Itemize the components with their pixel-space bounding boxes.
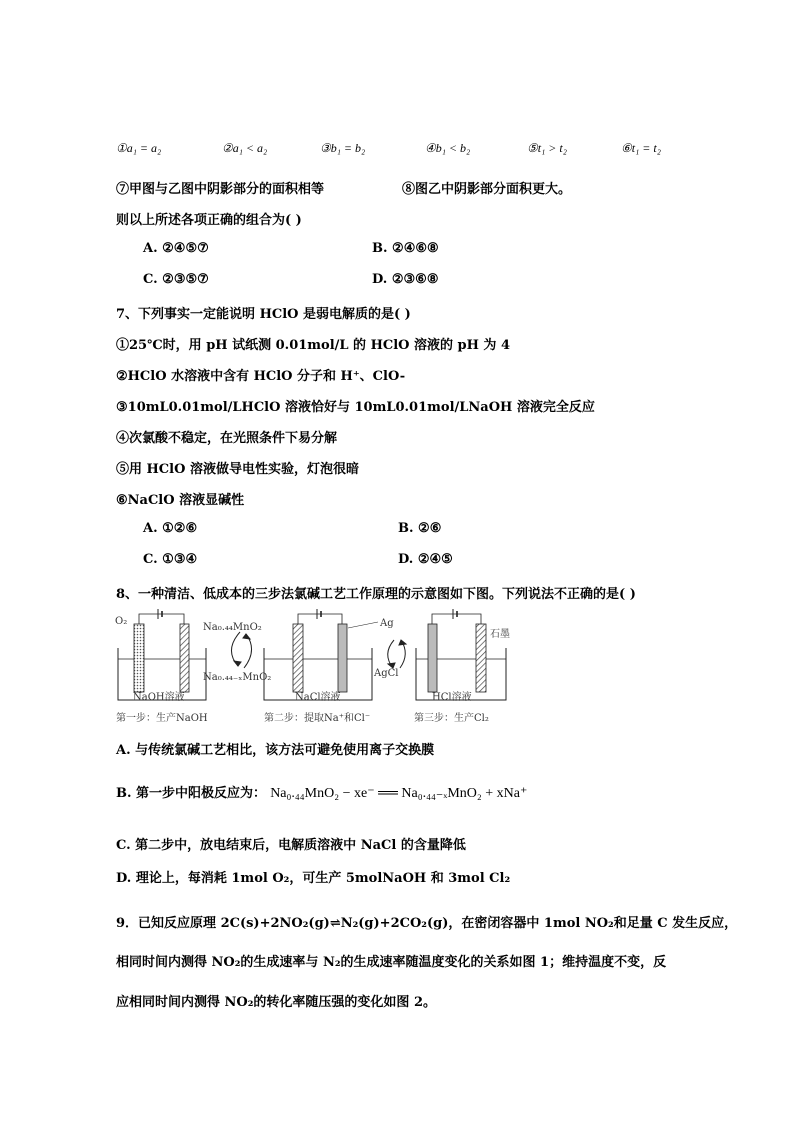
na-mno2-electrode [180,624,189,692]
o2-electrode [134,624,144,692]
q7-item-1: ①25℃时，用 pH 试纸测 0.01mol/L 的 HClO 溶液的 pH 为 4 [116,338,510,353]
q8-option-b-prefix: B. 第一步中阳极反应为： [116,786,267,801]
ag-electrode-2 [428,624,437,692]
q7-option-d: D. ②④⑤ [398,552,453,567]
q7-item-6: ⑥NaClO 溶液显碱性 [116,493,245,508]
condition-8: ⑧图乙中阴影部分面积更大。 [402,182,572,197]
q8-option-b-equation: Na₀.₄₄MnO₂ − xe⁻ ══ Na₀.₄₄₋ₓMnO₂ + xNa⁺ [270,786,528,801]
cell-1 [118,609,206,700]
na-mno2-electrode-2 [293,624,303,692]
agcl-label: AgCl [374,668,399,679]
cycle-arrows-1 [231,632,251,668]
graphite-label: 石墨 [490,629,510,640]
step-3-caption: 第三步：生产Cl₂ [414,713,489,724]
q8-option-b [116,782,527,802]
condition-4: ④b₁ < b₂ [425,141,471,155]
condition-7: ⑦甲图与乙图中阴影部分的面积相等 [116,182,325,197]
q7-stem: 7、下列事实一定能说明 HClO 是弱电解质的是( ) [116,307,411,322]
step-1-caption: 第一步：生产NaOH [116,713,208,724]
cycle-arrows-2 [388,640,406,668]
solution-1-label: NaOH溶液 [133,692,185,703]
solution-3-label: HCl溶液 [432,692,472,703]
condition-1: ①a₁ = a₂ [116,141,162,155]
q8-stem: 8、一种清洁、低成本的三步法氯碱工艺工作原理的示意图如下图。下列说法不正确的是( ) [116,587,636,602]
q7-option-b: B. ②⑥ [398,521,442,536]
q7-item-5: ⑤用 HClO 溶液做导电性实验，灯泡很暗 [116,462,359,477]
condition-3: ③b₁ = b₂ [320,141,366,155]
condition-2: ②a₁ < a₂ [222,141,268,155]
condition-5: ⑤t₁ > t₂ [527,141,567,155]
step-2-caption: 第二步：提取Na⁺和Cl⁻ [264,713,371,724]
o2-label: O₂ [115,616,128,627]
q8-option-c: C. 第二步中，放电结束后，电解质溶液中 NaCl 的含量降低 [116,838,466,853]
q6-option-b: B. ②④⑥⑧ [372,241,439,256]
q9-line-1: 9．已知反应原理 2C(s)+2NO₂(g)⇌N₂(g)+2CO₂(g)，在密闭容器中 1mol NO₂和足量 C 发生反应， [116,916,738,931]
q7-option-a: A. ①②⑥ [143,521,198,536]
solution-2-label: NaCl溶液 [295,692,341,703]
condition-6: ⑥t₁ = t₂ [621,141,661,155]
q7-option-c: C. ①③④ [143,552,198,567]
ag-electrode [338,624,347,692]
q6-option-d: D. ②③⑥⑧ [372,272,439,287]
na044-label: Na₀.₄₄MnO₂ [203,622,262,633]
q7-item-4: ④次氯酸不稳定，在光照条件下易分解 [116,431,338,446]
q8-option-d: D. 理论上，每消耗 1mol O₂，可生产 5molNaOH 和 3mol Cl₂ [116,871,511,886]
q6-option-a: A. ②④⑤⑦ [143,241,209,256]
q9-line-2: 相同时间内测得 NO₂的生成速率与 N₂的生成速率随温度变化的关系如图 1；维持温度不变，反 [116,955,667,970]
q7-item-2: ②HClO 水溶液中含有 HClO 分子和 H⁺、ClO- [116,369,406,384]
ag-label: Ag [380,618,394,629]
graphite-electrode [476,624,486,692]
cell-3 [416,609,506,700]
chlor-alkali-figure [112,606,512,724]
q7-item-3: ③10mL0.01mol/LHClO 溶液恰好与 10mL0.01mol/LNaOH 溶液完全反应 [116,400,595,415]
q9-line-3: 应相同时间内测得 NO₂的转化率随压强的变化如图 2。 [116,995,436,1010]
cell-2 [264,609,378,700]
q6-option-c: C. ②③⑤⑦ [143,272,209,287]
na044x-label: Na₀.₄₄₋ₓMnO₂ [203,672,272,683]
q8-option-a: A. 与传统氯碱工艺相比，该方法可避免使用离子交换膜 [116,743,435,758]
q6-stem: 则以上所述各项正确的组合为( ) [116,213,302,228]
